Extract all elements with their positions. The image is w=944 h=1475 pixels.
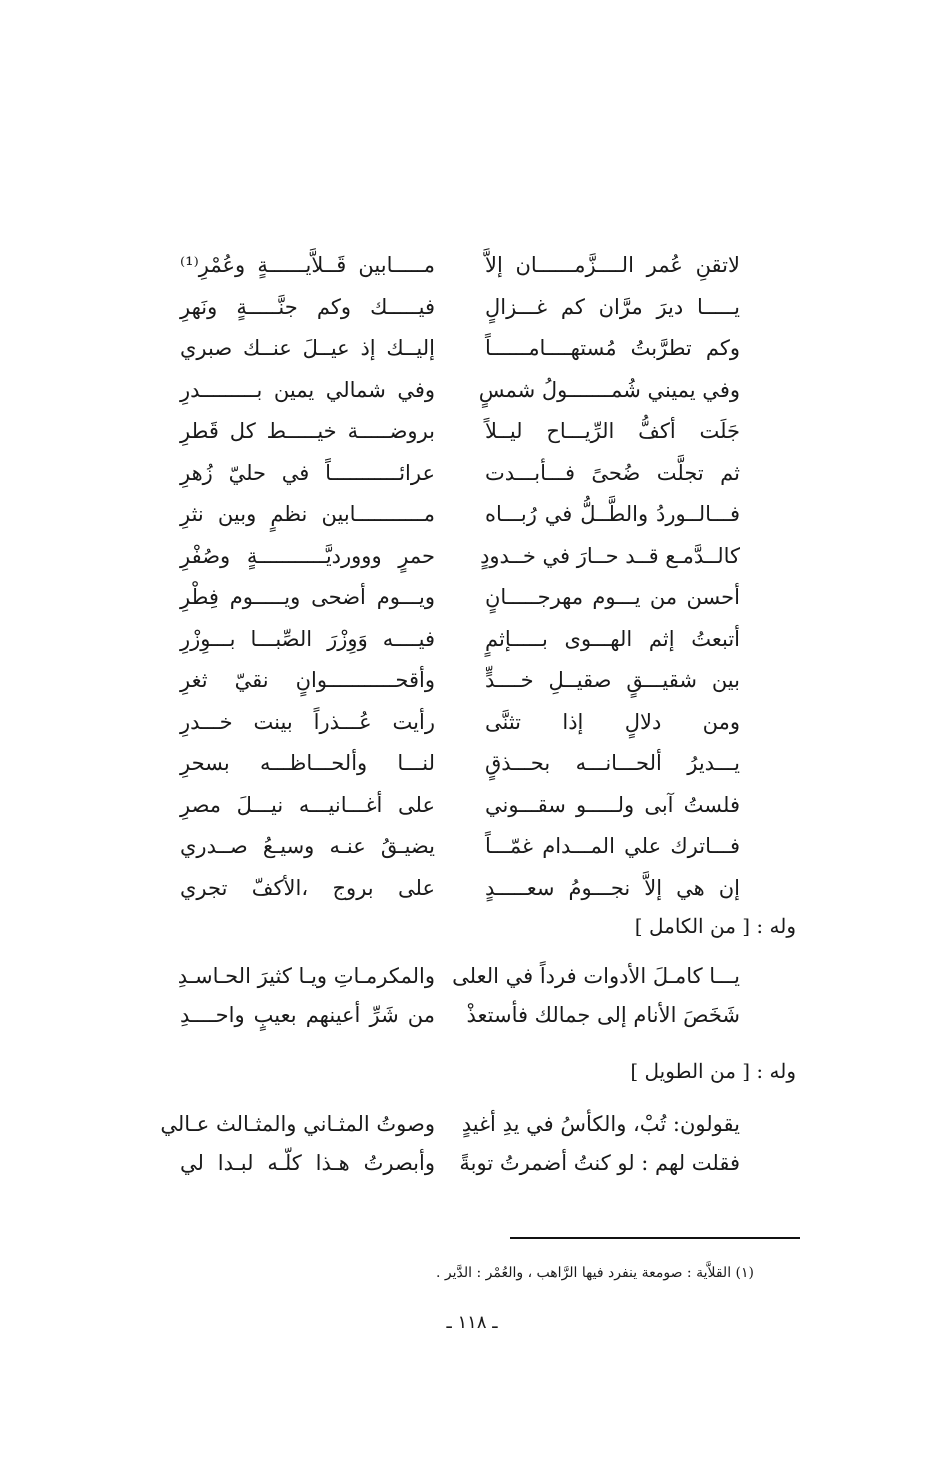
verse-line	[170, 247, 740, 283]
verse-first-hemistich: فـــاترك علي المـــدام غمّـــاً	[485, 834, 740, 858]
verse-second-hemistich: وفي شمالي يمين بـــــــــدرِ	[180, 377, 435, 402]
verse-first-hemistich: أحسن من يـــوم مهرجـــــانٍ	[485, 585, 740, 609]
footnote: (١) القلاَّية : صومعة ينفرد فيها الرَّاهب ، والعُمْر : الدَّير .	[436, 1265, 754, 1281]
verse-first-hemistich: إن هي إلاَّ نجـــومُ سعـــــدٍ	[485, 875, 740, 900]
verse-first-hemistich: جَلَت أكفُّ الرِّيـــاح ليــلاً	[485, 419, 740, 443]
verse-line	[170, 579, 740, 615]
verse-first-hemistich: وكم تطرَّبتُ مُستهــــامــــــاً	[485, 336, 740, 360]
verse-line	[170, 330, 740, 366]
verse-first-hemistich: ومن دلالٍ إذا تثنَّى	[485, 709, 740, 734]
page-number: ـ ١١٨ ـ	[446, 1312, 498, 1333]
verse-line	[170, 496, 740, 532]
verse-second-hemistich: فيـــــك وكم جنَّـــــةٍ ونَهرِ	[180, 294, 435, 319]
verse-second-hemistich: وأبصرتُ هـذا كلّـه لبـدا لي	[180, 1151, 435, 1175]
meter-heading-kamil: وله : [ من الكامل ]	[634, 914, 796, 938]
verse-line	[170, 958, 740, 994]
footnote-rule	[510, 1237, 800, 1239]
verse-second-hemistich: حمرٍ ووورديَّـــــــــــةٍ وصُفْرِ	[180, 543, 435, 568]
verse-second-hemistich: فيــــه وَوِزْرَ الصِّبـــا بـــوِزْرِ	[180, 626, 435, 651]
verse-second-hemistich: على بروج ،الأكفّ تجري	[180, 875, 435, 900]
verse-line	[170, 372, 740, 408]
verse-second-hemistich: عرائـــــــــــاً في حليّ زُهرِ	[180, 460, 435, 485]
verse-line	[170, 1145, 740, 1181]
verse-second-hemistich: والمكرمـاتِ ويـا كثيرَ الحـاسـدِ	[177, 964, 435, 988]
verse-second-hemistich: مـــــابين قَــلاَّيــــــةٍ وعُمْرِ⁽¹⁾	[180, 253, 435, 277]
verse-second-hemistich: ويـــوم أضحى ويـــــوم فِطْرِ	[180, 585, 435, 609]
verse-line	[170, 828, 740, 864]
verse-line	[170, 662, 740, 698]
verse-line	[170, 455, 740, 491]
verse-line	[160, 1106, 740, 1142]
verse-line	[170, 704, 740, 740]
verse-first-hemistich: فقلت لهم : لو كنتُ أضمرتُ توبةً	[459, 1151, 740, 1175]
verse-line	[170, 745, 740, 781]
verse-first-hemistich: فلستُ آبى ولـــــو سقـــوني	[485, 792, 740, 817]
verse-second-hemistich: بروضـــــة خيـــــط كل قَطرِ	[180, 419, 435, 443]
verse-second-hemistich: لنـــا وألحـــاظـــه بسحرِ	[180, 751, 435, 775]
verse-second-hemistich: وصوتُ المثـاني والمثـالث عـالي	[160, 1112, 435, 1136]
verse-line	[170, 787, 740, 823]
verse-first-hemistich: فـــالــوردُ والطَّــلُّ في رُبـــاه	[485, 502, 740, 526]
verse-line	[170, 289, 740, 325]
verse-first-hemistich: أتبعتُ إثم الهـــوى بـــــإثمٍ	[485, 626, 740, 651]
verse-first-hemistich: كالــدَّمـع قــد حــارَ في خــدودٍ	[480, 543, 740, 568]
verse-second-hemistich: رأيت عُـــذراً بينت خـــدرِ	[180, 709, 435, 734]
verse-first-hemistich: يـــــا ديرَ مرَّان كم غـــزالٍ	[485, 294, 740, 319]
verse-line	[170, 621, 740, 657]
verse-first-hemistich: يقولون: تُبْ، والكأسُ في يدِ أغيدٍ	[461, 1112, 740, 1136]
verse-first-hemistich: شَخَصَ الأنام إلى جمالك فأستعذْ	[466, 1003, 740, 1027]
verse-second-hemistich: مـــــــــــابين نظمٍ وبين نثرِ	[180, 502, 435, 526]
verse-second-hemistich: يضيـقُ عنـه وسيـعُ صــدري	[180, 834, 435, 858]
verse-line	[170, 538, 740, 574]
verse-first-hemistich: ثم تجلَّت ضُحىً فـــأبـــدت	[485, 460, 740, 485]
verse-second-hemistich: وأقحـــــــــــوانٍ نقيّ ثغرِ	[180, 668, 435, 692]
verse-second-hemistich: إليــك إذ عيــلَ عنــك صبري	[180, 336, 435, 360]
verse-second-hemistich: على أغـــانيـــه نيـــلَ مصرِ	[180, 792, 435, 817]
verse-first-hemistich: وفي يميني شُمـــــــولُ شمسٍ	[478, 377, 740, 402]
verse-second-hemistich: من شَرِّ أعينهم بعيبٍ واحــــدِ	[180, 1003, 435, 1027]
meter-heading-tawil: وله : [ من الطويل ]	[630, 1059, 796, 1083]
verse-line	[170, 997, 740, 1033]
verse-first-hemistich: بين شقيـــقٍ صقيــلِ خــــدٍّ	[485, 668, 740, 692]
verse-first-hemistich: يـــديرُ ألحـــانـــه بحـــذقٍ	[485, 751, 740, 775]
verse-first-hemistich: يـــا كامـلَ الأدوات فرداً في العلى	[452, 964, 740, 988]
verse-line	[170, 870, 740, 906]
verse-first-hemistich: لاتقنِ عُمر الــــزَّمــــــان إلاَّ	[485, 253, 740, 277]
verse-line	[170, 413, 740, 449]
